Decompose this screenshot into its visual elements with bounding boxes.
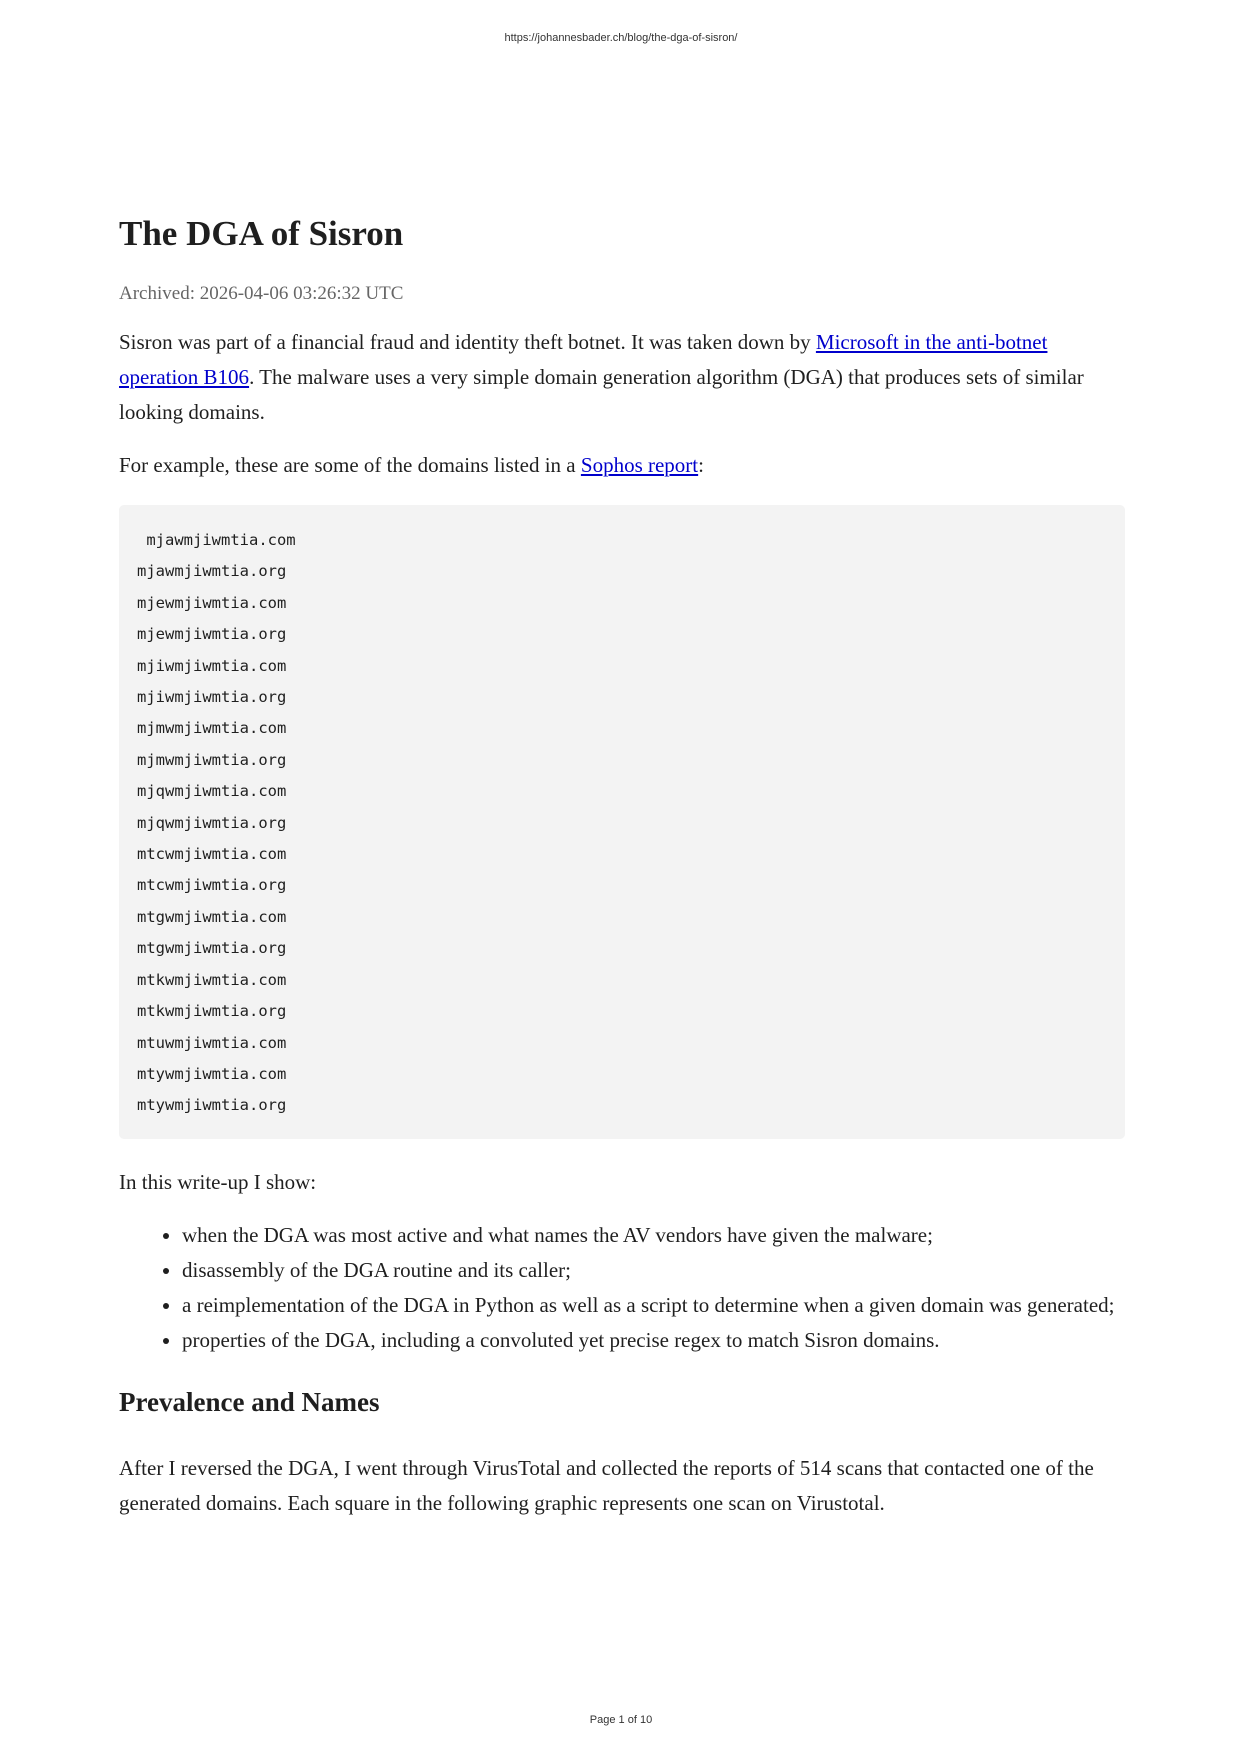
- domain-line: mjqwmjiwmtia.com: [137, 782, 287, 801]
- domain-line: mjmwmjiwmtia.org: [137, 750, 287, 769]
- domain-line: mtuwmjiwmtia.com: [137, 1033, 287, 1052]
- domain-line: mjawmjiwmtia.org: [137, 562, 287, 581]
- page-url-header: https://johannesbader.ch/blog/the-dga-of-sisron/: [504, 32, 738, 44]
- writeup-bullet-list: [119, 1218, 1125, 1358]
- sophos-report-link[interactable]: Sophos report: [580, 453, 699, 477]
- domain-line: mjqwmjiwmtia.org: [137, 813, 287, 832]
- article-content: [119, 212, 1125, 1539]
- intro-paragraph: [119, 325, 1125, 430]
- domain-line: mtkwmjiwmtia.com: [137, 970, 287, 989]
- prevalence-paragraph: After I reversed the DGA, I went through VirusTotal and collected the reports of 514 scans that contacted one of the generated domains. Each square in the following graphic represents one scan on Virustotal.: [119, 1455, 1094, 1515]
- domain-line: mjmwmjiwmtia.com: [137, 719, 287, 738]
- domain-line: mtgwmjiwmtia.org: [137, 939, 287, 958]
- bullet-item: • a reimplementation of the DGA in Python as well as a script to determine when a given domain was generated;: [182, 1288, 1125, 1323]
- domain-line: mjewmjiwmtia.org: [137, 625, 287, 644]
- domain-line: mtcwmjiwmtia.com: [137, 845, 287, 864]
- domain-line: mtywmjiwmtia.com: [137, 1064, 287, 1083]
- domain-line: mtcwmjiwmtia.org: [137, 876, 287, 895]
- article-title: The DGA of Sisron: [119, 214, 404, 253]
- domain-line: mtywmjiwmtia.org: [137, 1096, 287, 1115]
- example-text-after: :: [698, 453, 704, 477]
- page-number-footer: Page 1 of 10: [589, 1714, 653, 1726]
- domain-line: mjiwmjiwmtia.com: [137, 656, 287, 675]
- domain-line: mjawmjiwmtia.com: [137, 531, 296, 549]
- bullet-item: • properties of the DGA, including a convoluted yet precise regex to match Sisron domains.: [182, 1323, 1125, 1358]
- intro-text-after: . The malware uses a very simple domain generation algorithm (DGA) that produces sets of similar looking domains.: [119, 365, 1084, 424]
- archived-timestamp: Archived: 2026-04-06 03:26:32 UTC: [119, 283, 404, 304]
- bullet-item: • when the DGA was most active and what names the AV vendors have given the malware;: [182, 1218, 1125, 1253]
- microsoft-b106-link[interactable]: Microsoft in the anti-botnet operation B106: [119, 330, 1048, 389]
- bullet-item: • disassembly of the DGA routine and its caller;: [182, 1253, 1125, 1288]
- domain-line: mjewmjiwmtia.com: [137, 593, 287, 612]
- domain-line: mtgwmjiwmtia.com: [137, 907, 287, 926]
- example-paragraph: [119, 448, 1125, 483]
- domain-list-code-block: [119, 505, 1125, 1139]
- section-heading-prevalence: Prevalence and Names: [119, 1386, 380, 1417]
- example-text-before: For example, these are some of the domains listed in a: [119, 453, 581, 477]
- domain-line: mtkwmjiwmtia.org: [137, 1002, 287, 1021]
- intro-text-before: Sisron was part of a financial fraud and identity theft botnet. It was taken down by: [119, 330, 816, 354]
- writeup-intro: In this write-up I show:: [119, 1169, 317, 1194]
- domain-line: mjiwmjiwmtia.org: [137, 688, 287, 707]
